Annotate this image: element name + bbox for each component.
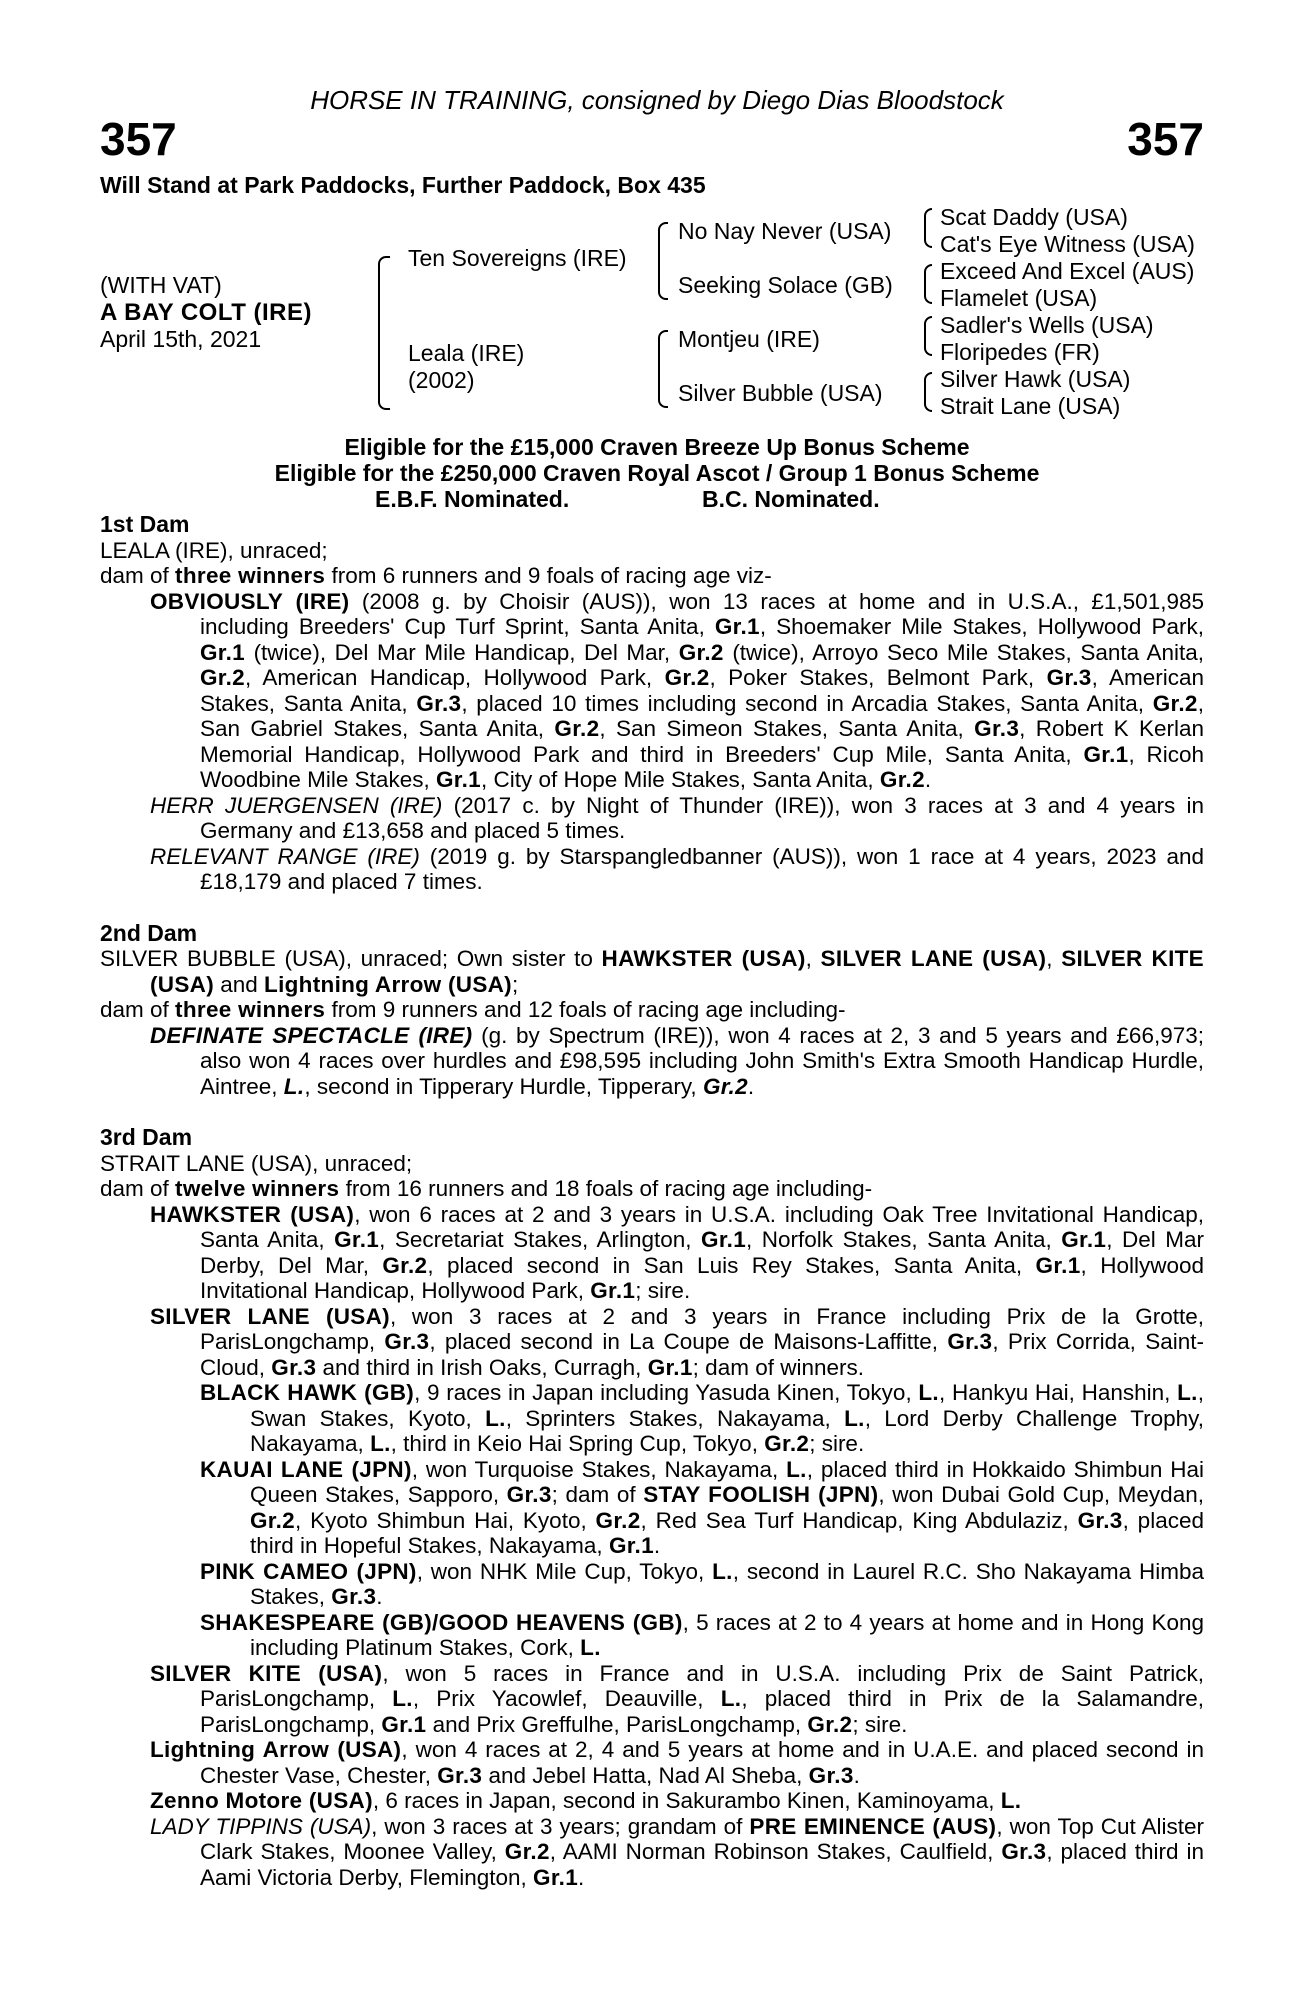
- pedigree-body: 1st Dam LEALA (IRE), unraced; dam of three winners from 6 runners and 9 foals of racing age viz- OBVIOUSLY (IRE) (2008 g. by Choisir (AUS)), won 13 races at home and in U.S.A., £1,501,985 including Breeders' Cup Turf Sprint, Santa Anita, Gr.1, Shoemaker Mile Stakes, Hollywood Park, Gr.1 (twice), Del Mar Mile Handicap, Del Mar, Gr.2 (twice), Arroyo Seco Mile Stakes, Santa Anita, Gr.2, American Handicap, Hollywood Park, Gr.2, Poker Stakes, Belmont Park, Gr.3, American Stakes, Santa Anita, Gr.3, placed 10 times including second in Arcadia Stakes, Santa Anita, Gr.2, San Gabriel Stakes, Santa Anita, Gr.2, San Simeon Stakes, Santa Anita, Gr.3, Robert K Kerlan Memorial Handicap, Hollywood Park and third in Breeders' Cup Mile, Santa Anita, Gr.1, Ricoh Woodbine Mile Stakes, Gr.1, City of Hope Mile Stakes, Santa Anita, Gr.2. HERR JUERGENSEN (IRE) (2017 c. by Night of Thunder (IRE)), won 3 races at 3 and 4 years in Germany and £13,658 and placed 5 times. RELEVANT RANGE (IRE) (2019 g. by Starspangledbanner (AUS)), won 1 race at 4 years, 2023 and £18,179 and placed 7 times. 2nd Dam SILVER BUBBLE (USA), unraced; Own sister to HAWKSTER (USA), SILVER LANE (USA), SILVER KITE (USA) and Lightning Arrow (USA); dam of three winners from 9 runners and 12 foals of racing age including- DEFINATE SPECTACLE (IRE) (g. by Spectrum (IRE)), won 4 races at 2, 3 and 5 years and £66,973; also won 4 races over hurdles and £98,595 including John Smith's Extra Smooth Handicap Hurdle, Aintree, L., second in Tipperary Hurdle, Tipperary, Gr.2. 3rd Dam STRAIT LANE (USA), unraced; dam of twelve winners from 16 runners and 18 foals of racing age including- HAWKSTER (USA), won 6 races at 2 and 3 years in U.S.A. including Oak Tree Invitational Handicap, Santa Anita, Gr.1, Secretariat Stakes, Arlington, Gr.1, Norfolk Stakes, Santa Anita, Gr.1, Del Mar Derby, Del Mar, Gr.2, placed second in San Luis Rey Stakes, Santa Anita, Gr.1, Hollywood Invitational Handicap, Hollywood Park, Gr.1; sire. SILVER LANE (USA), won 3 races at 2 and 3 years in France including Prix de la Grotte, ParisLongchamp, Gr.3, placed second in La Coupe de Maisons-Laffitte, Gr.3, Prix Corrida, Saint-Cloud, Gr.3 and third in Irish Oaks, Curragh, Gr.1; dam of winners. BLACK HAWK (GB), 9 races in Japan including Yasuda Kinen, Tokyo, L., Hankyu Hai, Hanshin, L., Swan Stakes, Kyoto, L., Sprinters Stakes, Nakayama, L., Lord Derby Challenge Trophy, Nakayama, L., third in Keio Hai Spring Cup, Tokyo, Gr.2; sire. KAUAI LANE (JPN), won Turquoise Stakes, Nakayama, L., placed third in Hokkaido Shimbun Hai Queen Stakes, Sapporo, Gr.3; dam of STAY FOOLISH (JPN), won Dubai Gold Cup, Meydan, Gr.2, Kyoto Shimbun Hai, Kyoto, Gr.2, Red Sea Turf Handicap, King Abdulaziz, Gr.3, placed third in Hopeful Stakes, Nakayama, Gr.1. PINK CAMEO (JPN), won NHK Mile Cup, Tokyo, L., second in Laurel R.C. Sho Nakayama Himba Stakes, Gr.3. SHAKESPEARE (GB)/GOOD HEAVENS (GB), 5 races at 2 to 4 years at home and in Hong Kong including Platinum Stakes, Cork, L. SILVER KITE (USA), won 5 races in France and in U.S.A. including Prix de Saint Patrick, ParisLongchamp, L., Prix Yacowlef, Deauville, L., placed third in Prix de la Salamandre, ParisLongchamp, Gr.1 and Prix Greffulhe, ParisLongchamp, Gr.2; sire. Lightning Arrow (USA), won 4 races at 2, 4 and 5 years at home and in U.A.E. and placed second in Chester Vase, Chester, Gr.3 and Jebel Hatta, Nad Al Sheba, Gr.3. Zenno Motore (USA), 6 races in Japan, second in Sakurambo Kinen, Kaminoyama, L. LADY TIPPINS (USA), won 3 races at 3 years; grandam of PRE EMINENCE (AUS), won Top Cut Alister Clark Stakes, Moonee Valley, Gr.2, AAMI Norman Robinson Stakes, Caulfield, Gr.3, placed third in Aami Victoria Derby, Flemington, Gr.1.: [100, 511, 1205, 1890]
- second-dam-heading: 2nd Dam: [100, 919, 198, 946]
- produce-entry-black-hawk: BLACK HAWK (GB), 9 races in Japan including Yasuda Kinen, Tokyo, L., Hankyu Hai, Hanshin, L., Swan Stakes, Kyoto, L., Sprinters Stakes, Nakayama, L., Lord Derby Challenge Trophy, Nakayama, L., third in Keio Hai Spring Cup, Tokyo, Gr.2; sire.: [200, 1380, 1204, 1456]
- pedigree-brace-dd: [924, 372, 932, 412]
- stand-location: Will Stand at Park Paddocks, Further Paddock, Box 435: [100, 172, 706, 198]
- first-dam-text: LEALA (IRE), unraced;: [100, 537, 328, 563]
- eligibility-royal-ascot: Eligible for the £250,000 Craven Royal Ascot / Group 1 Bonus Scheme: [274, 460, 1040, 486]
- pedigree-brace-sd: [924, 264, 932, 304]
- pedigree-brace-main: [378, 256, 390, 410]
- third-dam-heading: 3rd Dam: [100, 1124, 193, 1150]
- produce-entry-kauai-lane: KAUAI LANE (JPN), won Turquoise Stakes, Nakayama, L., placed third in Hokkaido Shimbun Hai Queen Stakes, Sapporo, Gr.3; dam of STAY FOOLISH (JPN), won Dubai Gold Cup, Meydan, Gr.2, Kyoto Shimbun Hai, Kyoto, Gr.2, Red Sea Turf Handicap, King Abdulaziz, Gr.3, placed third in Hopeful Stakes, Nakayama, Gr.1.: [200, 1456, 1204, 1558]
- pedigree-dam: Leala (IRE): [408, 340, 525, 366]
- bc-nominated: B.C. Nominated.: [702, 486, 880, 512]
- produce-entry-definate-spectacle: DEFINATE SPECTACLE (IRE) (g. by Spectrum (IRE)), won 4 races at 2, 3 and 5 years and £66,973; also won 4 races over hurdles and £98,595 including John Smith's Extra Smooth Handicap Hurdle, Aintree, L., second in Tipperary Hurdle, Tipperary, Gr.2.: [150, 1022, 1205, 1099]
- produce-entry-silver-kite: SILVER KITE (USA), won 5 races in France and in U.S.A. including Prix de Saint Patrick, ParisLongchamp, L., Prix Yacowlef, Deauville, L., placed third in Prix de la Salamandre, ParisLongchamp, Gr.1 and Prix Greffulhe, ParisLongchamp, Gr.2; sire.: [150, 1660, 1204, 1737]
- horse-name: A BAY COLT (IRE): [100, 299, 313, 326]
- eligibility-craven-breeze: Eligible for the £15,000 Craven Breeze Up Bonus Scheme: [344, 434, 970, 460]
- pedigree-sss: Scat Daddy (USA): [940, 204, 1128, 230]
- produce-entry-herr-juergensen: HERR JUERGENSEN (IRE) (2017 c. by Night of Thunder (IRE)), won 3 races at 3 and 4 years in Germany and £13,658 and placed 5 times.: [150, 792, 1204, 843]
- pedigree-sire: Ten Sovereigns (IRE): [408, 245, 627, 271]
- lot-number-left: 357: [100, 113, 177, 165]
- pedigree-ssd: Cat's Eye Witness (USA): [940, 231, 1195, 257]
- pedigree-brace-dam: [658, 330, 668, 408]
- second-dam-text: SILVER BUBBLE (USA), unraced; Own sister to HAWKSTER (USA), SILVER LANE (USA), SILVER KITE (USA) and Lightning Arrow (USA);: [100, 946, 1204, 997]
- produce-entry-hawkster: HAWKSTER (USA), won 6 races at 2 and 3 years in U.S.A. including Oak Tree Invitational Handicap, Santa Anita, Gr.1, Secretariat Stakes, Arlington, Gr.1, Norfolk Stakes, Santa Anita, Gr.1, Del Mar Derby, Del Mar, Gr.2, placed second in San Luis Rey Stakes, Santa Anita, Gr.1, Hollywood Invitational Handicap, Hollywood Park, Gr.1; sire.: [150, 1201, 1204, 1303]
- pedigree-dam-sire: Montjeu (IRE): [678, 326, 820, 352]
- vat-note: (WITH VAT): [100, 272, 222, 298]
- produce-entry-obviously: OBVIOUSLY (IRE) (2008 g. by Choisir (AUS)), won 13 races at home and in U.S.A., £1,501,985 including Breeders' Cup Turf Sprint, Santa Anita, Gr.1, Shoemaker Mile Stakes, Hollywood Park, Gr.1 (twice), Del Mar Mile Handicap, Del Mar, Gr.2 (twice), Arroyo Seco Mile Stakes, Santa Anita, Gr.2, American Handicap, Hollywood Park, Gr.2, Poker Stakes, Belmont Park, Gr.3, American Stakes, Santa Anita, Gr.3, placed 10 times including second in Arcadia Stakes, Santa Anita, Gr.2, San Gabriel Stakes, Santa Anita, Gr.2, San Simeon Stakes, Santa Anita, Gr.3, Robert K Kerlan Memorial Handicap, Hollywood Park and third in Breeders' Cup Mile, Santa Anita, Gr.1, Ricoh Woodbine Mile Stakes, Gr.1, City of Hope Mile Stakes, Santa Anita, Gr.2.: [150, 588, 1205, 792]
- produce-entry-shakespeare: SHAKESPEARE (GB)/GOOD HEAVENS (GB), 5 races at 2 to 4 years at home and in Hong Kong including Platinum Stakes, Cork, L.: [200, 1609, 1204, 1660]
- pedigree-sire-dam: Seeking Solace (GB): [678, 272, 893, 298]
- produce-entry-lightning-arrow: Lightning Arrow (USA), won 4 races at 2, 4 and 5 years at home and in U.A.E. and placed second in Chester Vase, Chester, Gr.3 and Jebel Hatta, Nad Al Sheba, Gr.3.: [150, 1737, 1204, 1788]
- third-dam-text: STRAIT LANE (USA), unraced;: [100, 1150, 413, 1176]
- produce-entry-zenno-motore: Zenno Motore (USA), 6 races in Japan, second in Sakurambo Kinen, Kaminoyama, L.: [150, 1788, 1022, 1813]
- pedigree-dam-dam: Silver Bubble (USA): [678, 380, 883, 406]
- pedigree-brace-ss: [924, 208, 932, 248]
- pedigree-sdd: Flamelet (USA): [940, 285, 1098, 311]
- pedigree-sire-sire: No Nay Never (USA): [678, 218, 892, 244]
- produce-entry-lady-tippins: LADY TIPPINS (USA), won 3 races at 3 years; grandam of PRE EMINENCE (AUS), won Top Cut Alister Clark Stakes, Moonee Valley, Gr.2, AAMI Norman Robinson Stakes, Caulfield, Gr.3, placed third in Aami Victoria Derby, Flemington, Gr.1.: [150, 1813, 1205, 1890]
- pedigree-brace-sire: [658, 222, 668, 300]
- foaling-date: April 15th, 2021: [100, 326, 262, 352]
- pedigree-brace-ds: [924, 316, 932, 356]
- pedigree-dam-year: (2002): [408, 367, 475, 393]
- pedigree-ddd: Strait Lane (USA): [940, 393, 1121, 419]
- produce-entry-silver-lane: SILVER LANE (USA), won 3 races at 2 and 3 years in France including Prix de la Grotte, ParisLongchamp, Gr.3, placed second in La Coupe de Maisons-Laffitte, Gr.3, Prix Corrida, Saint-Cloud, Gr.3 and third in Irish Oaks, Curragh, Gr.1; dam of winners.: [150, 1303, 1204, 1380]
- produce-entry-relevant-range: RELEVANT RANGE (IRE) (2019 g. by Starspangledbanner (AUS)), won 1 race at 4 years, 2023 and £18,179 and placed 7 times.: [150, 843, 1204, 894]
- pedigree-dss: Sadler's Wells (USA): [940, 312, 1154, 338]
- pedigree-dds: Silver Hawk (USA): [940, 366, 1131, 392]
- lot-number-right: 357: [1127, 113, 1204, 165]
- ebf-nominated: E.B.F. Nominated.: [375, 486, 570, 512]
- pedigree-sds: Exceed And Excel (AUS): [940, 258, 1195, 284]
- first-dam-heading: 1st Dam: [100, 511, 190, 537]
- produce-entry-pink-cameo: PINK CAMEO (JPN), won NHK Mile Cup, Tokyo, L., second in Laurel R.C. Sho Nakayama Himba Stakes, Gr.3.: [200, 1558, 1204, 1609]
- catalogue-header: HORSE IN TRAINING, consigned by Diego Dias Bloodstock: [310, 85, 1004, 115]
- pedigree-dsd: Floripedes (FR): [940, 339, 1100, 365]
